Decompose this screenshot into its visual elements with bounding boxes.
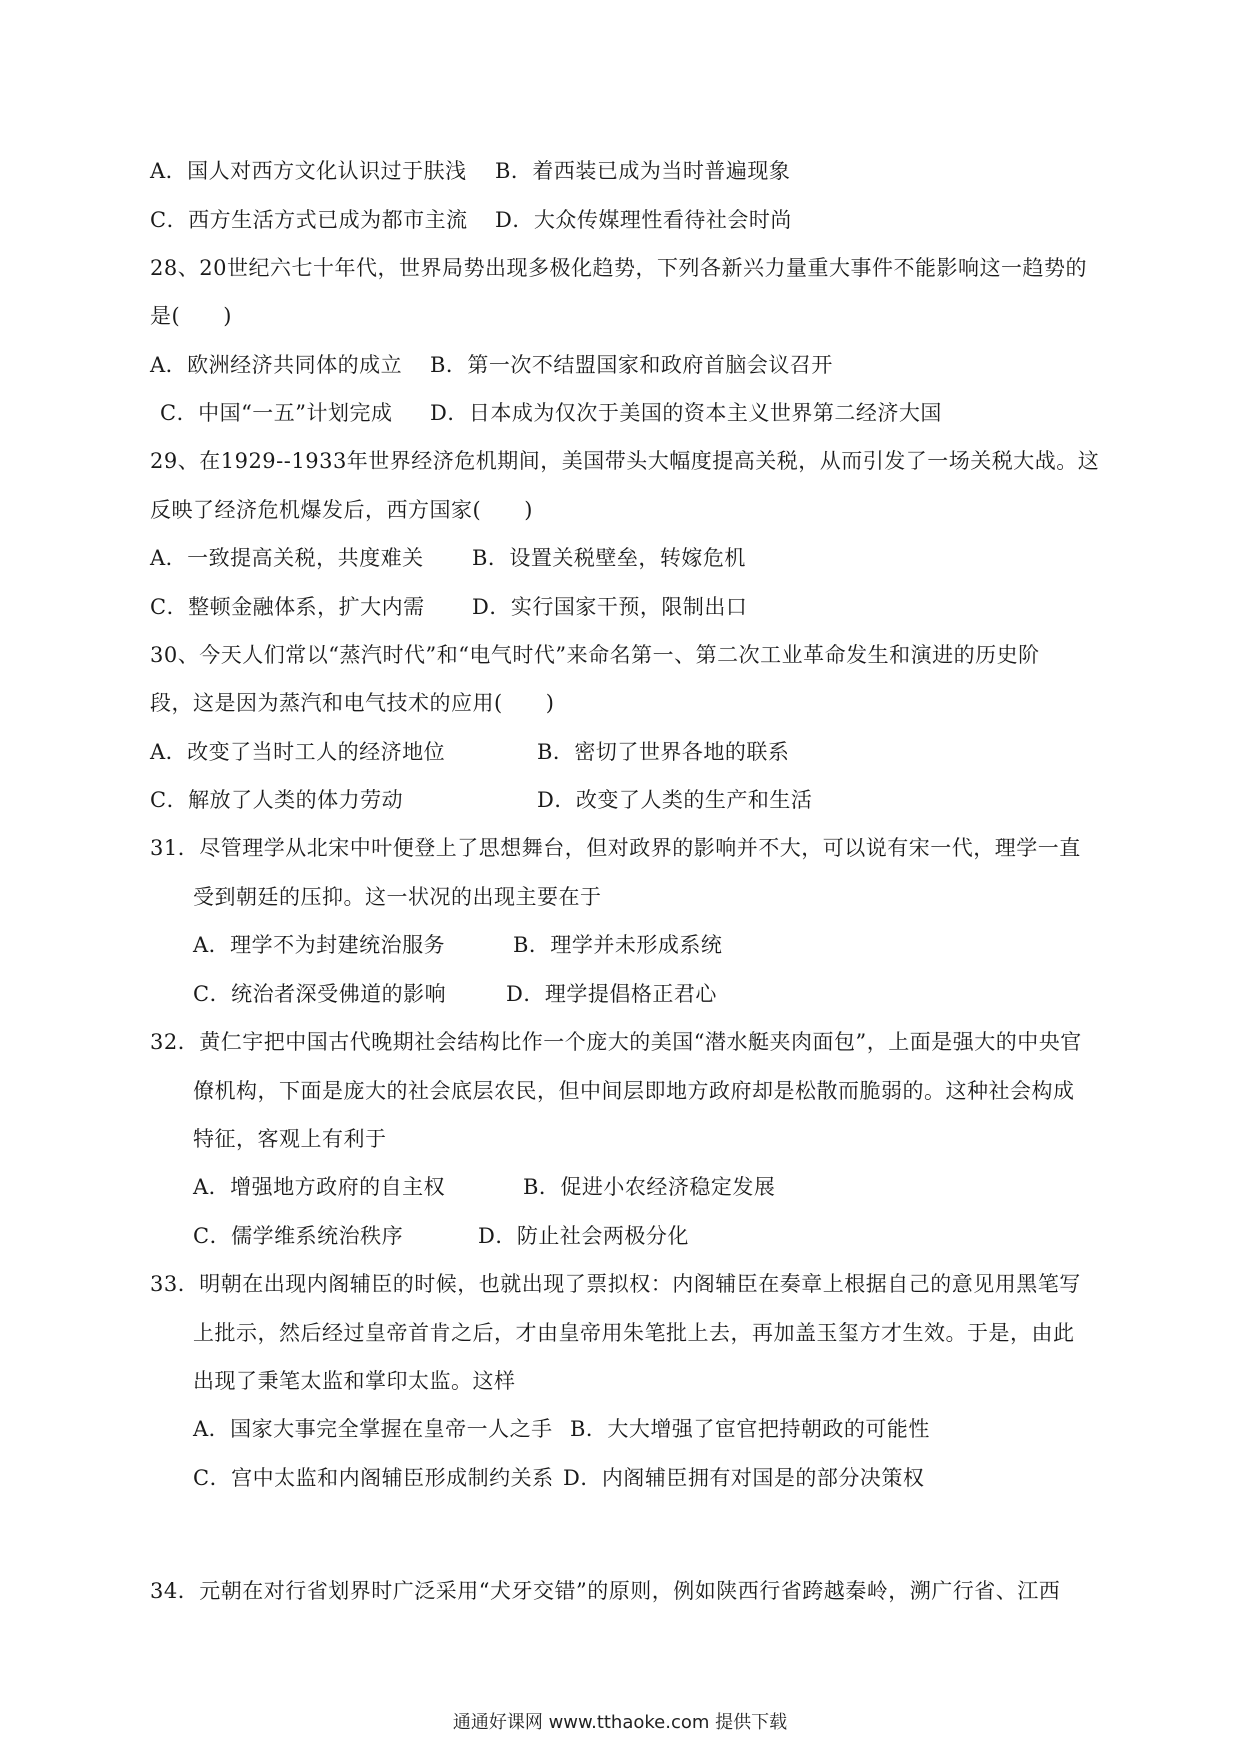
q30-options-row-2 xyxy=(150,785,812,815)
q32-option-b: B．促进小农经济稳定发展 xyxy=(523,1175,776,1199)
q27-option-a: A．国人对西方文化认识过于肤浅 xyxy=(150,159,467,183)
q31-option-d: D．理学提倡格正君心 xyxy=(506,982,717,1006)
q30-options-row-1 xyxy=(150,737,789,767)
q28-option-c: C．中国“一五”计划完成 xyxy=(160,401,393,425)
q32-options-row-2 xyxy=(193,1221,689,1251)
q27-option-b: B．着西装已成为当时普遍现象 xyxy=(495,159,791,183)
q30-stem-line-2: 段，这是因为蒸汽和电气技术的应用( ) xyxy=(150,691,555,715)
q33-option-c: C．宫中太监和内阁辅臣形成制约关系 xyxy=(193,1466,554,1490)
q31-option-a: A．理学不为封建统治服务 xyxy=(193,933,446,957)
q33-option-b: B．大大增强了宦官把持朝政的可能性 xyxy=(570,1417,930,1441)
q30-option-d: D．改变了人类的生产和生活 xyxy=(537,788,813,812)
page-footer: 通通好课网 www.tthaoke.com 提供下载 xyxy=(452,1712,788,1733)
q32-stem-line-1: 32．黄仁宇把中国古代晚期社会结构比作一个庞大的美国“潜水艇夹肉面包”，上面是强大的中央官 xyxy=(150,1030,1082,1054)
q33-options-row-2 xyxy=(193,1463,924,1493)
q33-option-a: A．国家大事完全掌握在皇帝一人之手 xyxy=(193,1417,553,1441)
q34-stem-line-1: 34．元朝在对行省划界时广泛采用“犬牙交错”的原则，例如陕西行省跨越秦岭，溯广行省、江西 xyxy=(150,1579,1061,1603)
q30-option-c: C．解放了人类的体力劳动 xyxy=(150,788,404,812)
q30-option-b: B．密切了世界各地的联系 xyxy=(537,740,790,764)
q29-options-row-1 xyxy=(150,543,746,573)
q27-option-c: C．西方生活方式已成为都市主流 xyxy=(150,208,468,232)
q29-options-row-2 xyxy=(150,592,747,622)
q32-option-a: A．增强地方政府的自主权 xyxy=(193,1175,446,1199)
q29-option-c: C．整顿金融体系，扩大内需 xyxy=(150,595,425,619)
q33-stem-line-2: 上批示，然后经过皇帝首肯之后，才由皇帝用朱笔批上去，再加盖玉玺方才生效。于是，由此 xyxy=(193,1321,1075,1345)
q29-option-a: A．一致提高关税，共度难关 xyxy=(150,546,424,570)
q30-stem-line-1: 30、今天人们常以“蒸汽时代”和“电气时代”来命名第一、第二次工业革命发生和演进的历史阶 xyxy=(150,643,1040,667)
q33-stem-line-3: 出现了秉笔太监和掌印太监。这样 xyxy=(193,1369,516,1393)
q28-options-row-2 xyxy=(160,398,942,428)
q29-stem-line-1: 29、在1929--1933年世界经济危机期间，美国带头大幅度提高关税，从而引发了一场关税大战。这 xyxy=(150,449,1100,473)
q33-stem-line-1: 33．明朝在出现内阁辅臣的时候，也就出现了票拟权：内阁辅臣在奏章上根据自己的意见用黑笔写 xyxy=(150,1272,1081,1296)
q29-stem-line-2: 反映了经济危机爆发后，西方国家( ) xyxy=(150,498,533,522)
q28-options-row-1 xyxy=(150,350,833,380)
q32-stem-line-2: 僚机构，下面是庞大的社会底层农民，但中间层即地方政府却是松散而脆弱的。这种社会构成 xyxy=(193,1079,1075,1103)
q29-option-b: B．设置关税壁垒，转嫁危机 xyxy=(472,546,746,570)
q31-option-b: B．理学并未形成系统 xyxy=(513,933,723,957)
q28-option-a: A．欧洲经济共同体的成立 xyxy=(150,353,403,377)
q28-option-d: D．日本成为仅次于美国的资本主义世界第二经济大国 xyxy=(430,401,942,425)
q32-option-c: C．儒学维系统治秩序 xyxy=(193,1224,404,1248)
q27-options-row-2 xyxy=(150,205,792,235)
q27-option-d: D．大众传媒理性看待社会时尚 xyxy=(495,208,792,232)
q27-options-row-1 xyxy=(150,156,790,186)
q30-option-a: A．改变了当时工人的经济地位 xyxy=(150,740,446,764)
q31-options-row-1 xyxy=(193,930,722,960)
q33-options-row-1 xyxy=(193,1414,930,1444)
q28-option-b: B．第一次不结盟国家和政府首脑会议召开 xyxy=(430,353,833,377)
q29-option-d: D．实行国家干预，限制出口 xyxy=(472,595,748,619)
q28-stem-line-2: 是( ) xyxy=(150,304,232,328)
q32-options-row-1 xyxy=(193,1172,775,1202)
q31-option-c: C．统治者深受佛道的影响 xyxy=(193,982,447,1006)
q32-stem-line-3: 特征，客观上有利于 xyxy=(193,1127,387,1151)
q31-options-row-2 xyxy=(193,979,717,1009)
q31-stem-line-1: 31．尽管理学从北宋中叶便登上了思想舞台，但对政界的影响并不大，可以说有宋一代，理学一直 xyxy=(150,836,1081,860)
q32-option-d: D．防止社会两极分化 xyxy=(478,1224,689,1248)
q31-stem-line-2: 受到朝廷的压抑。这一状况的出现主要在于 xyxy=(193,885,602,909)
q33-option-d: D．内阁辅臣拥有对国是的部分决策权 xyxy=(563,1466,925,1490)
q28-stem-line-1: 28、20世纪六七十年代，世界局势出现多极化趋势，下列各新兴力量重大事件不能影响这一趋势的 xyxy=(150,256,1087,280)
